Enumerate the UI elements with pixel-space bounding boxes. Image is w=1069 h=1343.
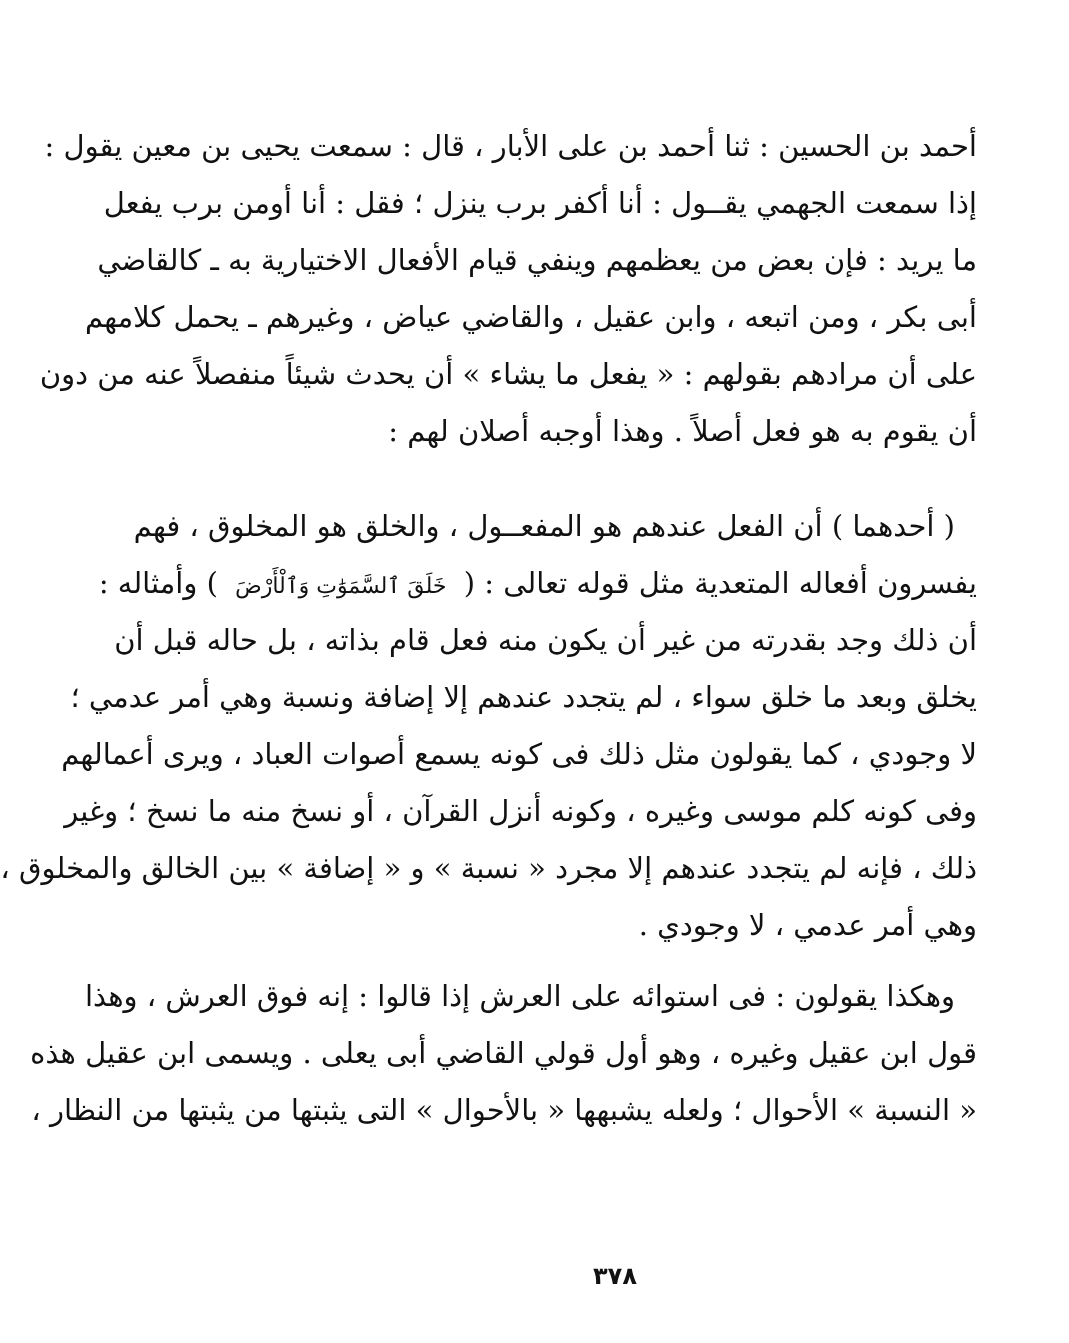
text-line-with-verse xyxy=(98,555,977,612)
text-line: وفى كونه كلم موسى وغيره ، وكونه أنزل القرآن ، أو نسخ منه ما نسخ ؛ وغير xyxy=(64,794,977,828)
text-line: وهي أمر عدمي ، لا وجودي . xyxy=(638,908,977,942)
text-line: على أن مرادهم بقولهم : « يفعل ما يشاء » أن يحدث شيئاً منفصلاً عنه من دون xyxy=(39,357,977,391)
paragraph-3 xyxy=(30,968,977,1139)
text-line: « النسبة » الأحوال ؛ ولعله يشبهها « بالأحوال » التى يثبتها من يثبتها من النظار ، xyxy=(31,1093,977,1127)
text-line: أحمد بن الحسين : ثنا أحمد بن على الأبار ، قال : سمعت يحيى بن معين يقول : xyxy=(44,129,977,163)
paragraph-2 xyxy=(0,498,977,954)
text-segment: ) وأمثاله : xyxy=(98,566,218,600)
text-line: ما يريد : فإن بعض من يعظمهم وينفي قيام الأفعال الاختيارية به ـ كالقاضي xyxy=(97,243,977,277)
text-line: أن ذلك وجد بقدرته من غير أن يكون منه فعل قام بذاته ، بل حاله قبل أن xyxy=(114,623,977,657)
text-line: ذلك ، فإنه لم يتجدد عندهم إلا مجرد « نسبة » و « إضافة » بين الخالق والمخلوق ، xyxy=(0,851,977,885)
paragraph-1 xyxy=(39,118,977,460)
text-line: يخلق وبعد ما خلق سواء ، لم يتجدد عندهم إلا إضافة ونسبة وهي أمر عدمي ؛ xyxy=(70,680,977,714)
text-line: إذا سمعت الجهمي يقــول : أنا أكفر برب ينزل ؛ فقل : أنا أومن برب يفعل xyxy=(103,186,977,220)
quran-verse: خَلَقَ ٱلسَّمَوَٰتِ وَٱلْأَرْضَ xyxy=(235,574,447,599)
text-segment: يفسرون أفعاله المتعدية مثل قوله تعالى : ( xyxy=(463,566,977,600)
text-line: أن يقوم به هو فعل أصلاً . وهذا أوجبه أصلان لهم : xyxy=(388,414,977,448)
text-line: لا وجودي ، كما يقولون مثل ذلك فى كونه يسمع أصوات العباد ، ويرى أعمالهم xyxy=(61,737,977,771)
page-body xyxy=(0,118,977,1139)
paragraph-spacer xyxy=(253,460,977,498)
page-number: ٣٧٨ xyxy=(593,1262,637,1290)
text-line: قول ابن عقيل وغيره ، وهو أول قولي القاضي أبى يعلى . ويسمى ابن عقيل هذه xyxy=(30,1036,977,1070)
text-line: أبى بكر ، ومن اتبعه ، وابن عقيل ، والقاضي عياض ، وغيرهم ـ يحمل كلامهم xyxy=(84,300,977,334)
text-line: وهكذا يقولون : فى استوائه على العرش إذا قالوا : إنه فوق العرش ، وهذا xyxy=(84,979,955,1013)
text-line: ( أحدهما ) أن الفعل عندهم هو المفعــول ، والخلق هو المخلوق ، فهم xyxy=(133,509,955,543)
paragraph-spacer xyxy=(253,954,977,968)
